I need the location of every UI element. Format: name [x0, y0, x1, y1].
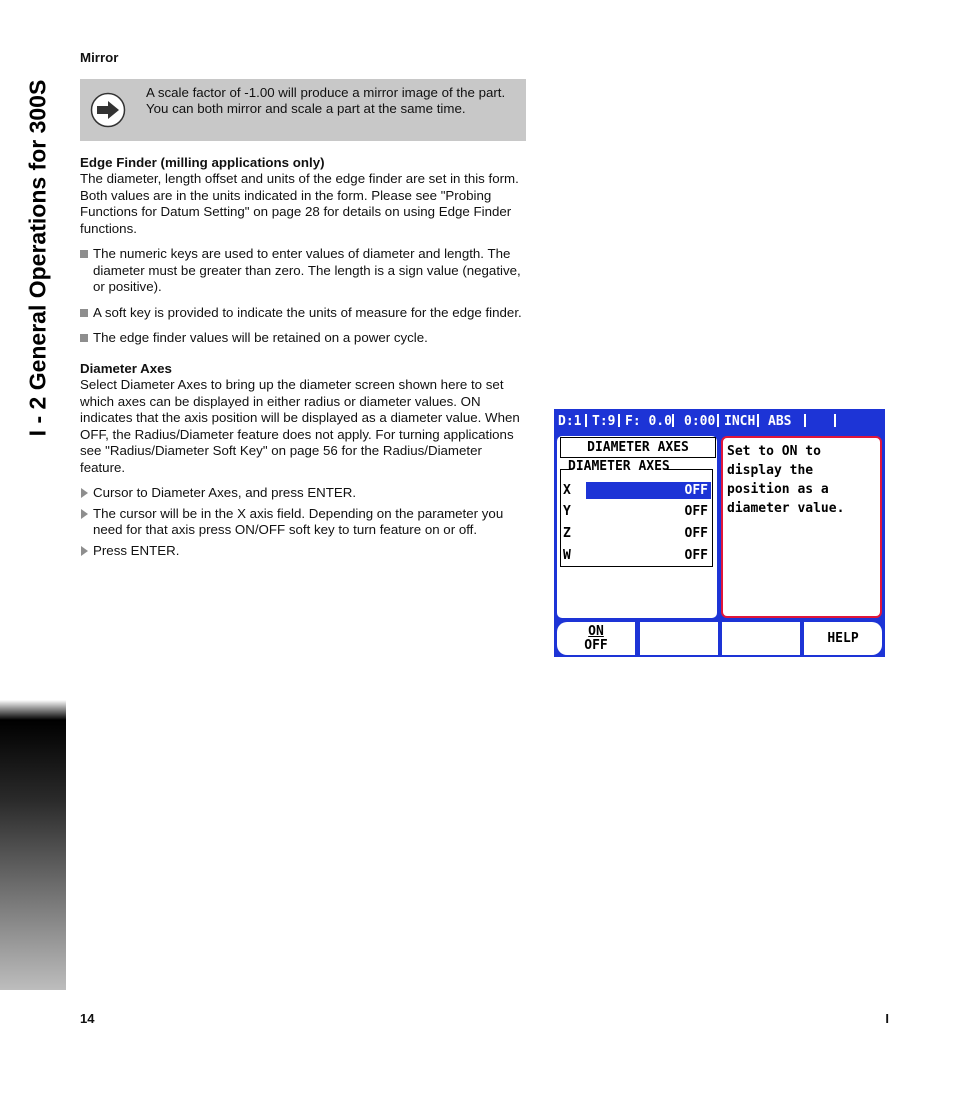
status-feed: F: 0.0	[625, 414, 672, 429]
softkey-2[interactable]	[640, 622, 718, 655]
bullet-square-icon	[80, 309, 88, 317]
axis-value: OFF	[684, 526, 708, 541]
step-item: Press ENTER.	[80, 543, 526, 560]
chapter-title: I - 2 General Operations for 300S	[24, 79, 51, 437]
softkey-3[interactable]	[722, 622, 800, 655]
help-text: Set to ON to display the position as a diameter value.	[727, 444, 845, 516]
diameter-axes-body: Select Diameter Axes to bring up the diameter screen shown here to set which axes can be displayed in either radius or diameter values. ON indicates that the axis position will be displayed as a diameter value. When OFF, the Radius/Diameter feature does not apply. For turning applications see "Radius/Diameter Soft Key" on page 56 for the Radius/Diameter feature.	[80, 377, 520, 475]
status-mode: ABS	[768, 414, 792, 429]
status-bar	[554, 409, 885, 435]
axis-value: OFF	[684, 483, 708, 498]
step-item: Cursor to Diameter Axes, and press ENTER.	[80, 485, 526, 502]
axis-label: Z	[563, 526, 571, 541]
status-divider	[618, 414, 620, 427]
list-item: The edge finder values will be retained on a power cycle.	[80, 330, 526, 347]
status-divider	[717, 414, 719, 427]
softkey-on-label: ON	[588, 623, 604, 639]
status-timer: 0:00	[684, 414, 716, 429]
axis-row-w[interactable]	[561, 547, 711, 564]
status-tool: T:9	[592, 414, 616, 429]
status-datum: D:1	[558, 414, 582, 429]
list-item: A soft key is provided to indicate the units of measure for the edge finder.	[80, 305, 526, 322]
step-triangle-icon	[81, 509, 88, 519]
page-content	[80, 50, 526, 559]
status-divider	[804, 414, 806, 427]
edge-finder-heading: Edge Finder (milling applications only)	[80, 154, 325, 170]
status-divider	[834, 414, 836, 427]
readout-screen	[554, 409, 885, 657]
status-divider	[672, 414, 674, 427]
diameter-axes-steps	[80, 485, 526, 559]
axis-row-y[interactable]	[561, 503, 711, 520]
group-label: DIAMETER AXES	[568, 459, 670, 474]
step-triangle-icon	[81, 488, 88, 498]
step-item: The cursor will be in the X axis field. Depending on the parameter you need for that axis press ON/OFF soft key to turn feature on or off.	[80, 506, 526, 539]
softkey-off-label: OFF	[584, 637, 608, 653]
help-softkey[interactable]: HELP	[804, 622, 882, 655]
arrow-right-icon	[90, 92, 126, 128]
axis-row-z[interactable]	[561, 525, 711, 542]
mirror-note-text: A scale factor of -1.00 will produce a mirror image of the part. You can both mirror and scale a part at the same time.	[146, 84, 506, 116]
status-divider	[585, 414, 587, 427]
form-panel	[557, 436, 717, 618]
axis-row-x[interactable]	[561, 482, 711, 499]
on-off-softkey[interactable]	[557, 622, 635, 655]
help-panel	[721, 436, 882, 618]
edge-finder-bullets	[80, 246, 526, 347]
mirror-note	[80, 79, 526, 141]
edge-finder-body: The diameter, length offset and units of the edge finder are set in this form. Both values are in the units indicated in the form. Please see "Probing Functions for Datum Setting" on page 28 for details on using Edge Finder functions.	[80, 171, 519, 236]
status-units: INCH	[724, 414, 756, 429]
diameter-axes-heading: Diameter Axes	[80, 360, 172, 376]
axis-label: X	[563, 483, 571, 498]
bullet-square-icon	[80, 250, 88, 258]
page-number: 14	[80, 1011, 95, 1026]
axis-label: Y	[563, 504, 571, 519]
step-triangle-icon	[81, 546, 88, 556]
form-title: DIAMETER AXES	[560, 437, 716, 458]
bullet-square-icon	[80, 334, 88, 342]
list-item: The numeric keys are used to enter values of diameter and length. The diameter must be greater than zero. The length is a sign value (negative, or positive).	[80, 246, 526, 296]
axis-label: W	[563, 548, 571, 563]
axis-value: OFF	[684, 504, 708, 519]
axis-value: OFF	[684, 548, 708, 563]
chapter-marker: I	[885, 1011, 889, 1026]
mirror-heading: Mirror	[80, 50, 119, 65]
status-divider	[757, 414, 759, 427]
